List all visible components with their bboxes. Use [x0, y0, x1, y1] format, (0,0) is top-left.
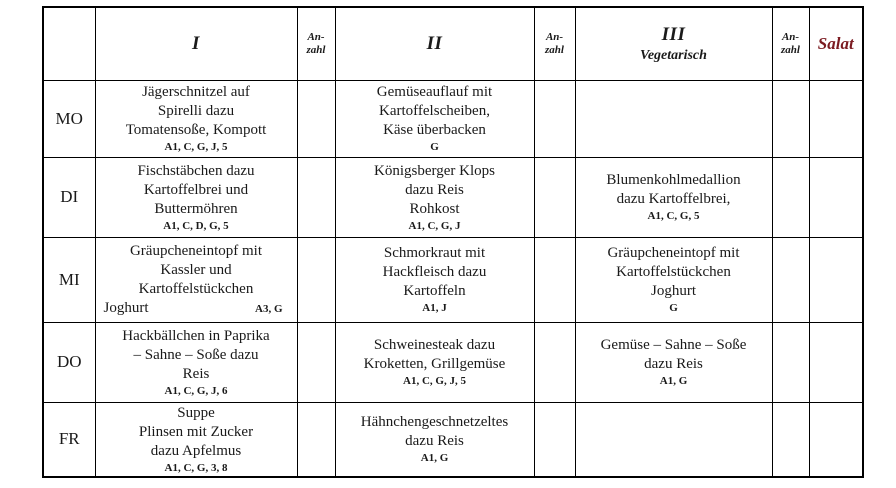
allergen-code: A1, G	[420, 452, 449, 465]
dish-line: Kartoffelbrei und	[143, 181, 249, 198]
allergen-code: A1, C, G, 5	[647, 210, 700, 222]
salat-cell	[809, 402, 863, 477]
anzahl-cell	[534, 237, 575, 322]
header-menu-3-vegetarian	[575, 7, 772, 80]
dish-line: Kartoffelstückchen	[138, 280, 254, 297]
allergen-code: A1, C, G, J, 5	[164, 141, 228, 153]
allergen-code: G	[430, 141, 439, 153]
dish-line: Jägerschnitzel auf	[142, 84, 250, 100]
anzahl-cell	[534, 157, 575, 237]
anzahl-cell	[534, 402, 575, 477]
anzahl-label	[298, 31, 335, 57]
allergen-code: A3, G	[255, 302, 283, 315]
menu-1-label: I	[192, 32, 200, 54]
meal-cell-fr-2	[335, 402, 534, 477]
dish-line: Kroketten, Grillgemüse	[363, 356, 506, 372]
dish-line: Schmorkraut mit	[383, 245, 486, 261]
meal-cell-di-3	[575, 157, 772, 237]
dish-line: Kassler und	[160, 261, 232, 278]
anzahl-label	[535, 31, 575, 57]
meal-cell-do-2	[335, 322, 534, 402]
dish-line: dazu Reis	[405, 433, 464, 450]
dish-line: Hackbällchen in Paprika	[122, 327, 270, 344]
dish-line: Spirelli dazu	[157, 103, 235, 119]
anzahl-cell	[297, 322, 335, 402]
anzahl-cell	[772, 80, 809, 157]
meal-cell-mi-2	[335, 237, 534, 322]
menu-row-do	[43, 322, 863, 402]
day-label-di: DI	[43, 157, 95, 237]
dish-line: Gräupcheneintopf mit	[129, 242, 263, 259]
dish-line: Tomatensoße, Kompott	[125, 122, 267, 138]
menu-3-label: III	[661, 23, 686, 45]
salat-cell	[809, 157, 863, 237]
dish-line: – Sahne – Soße dazu	[133, 346, 259, 363]
anzahl-line-2: zahl	[306, 43, 326, 56]
allergen-code: A1, C, G, 3, 8	[164, 461, 228, 474]
dish-line: dazu Apfelmus	[150, 442, 242, 459]
dish-line: Joghurt	[651, 283, 696, 299]
anzahl-cell	[772, 402, 809, 477]
meal-cell-di-2	[335, 157, 534, 237]
anzahl-line-1: An-	[307, 30, 325, 43]
anzahl-cell	[772, 322, 809, 402]
dish-line: Kartoffelscheiben,	[379, 103, 490, 119]
dish-line: Plinsen mit Zucker	[138, 423, 254, 440]
header-row	[43, 7, 863, 80]
header-salat	[809, 7, 863, 80]
anzahl-label	[773, 31, 809, 57]
header-anzahl-1	[297, 7, 335, 80]
day-label-mi: MI	[43, 237, 95, 322]
header-menu-1	[95, 7, 297, 80]
menu-row-di	[43, 157, 863, 237]
dish-line: Buttermöhren	[154, 200, 238, 217]
dish-line: Käse überbacken	[383, 122, 486, 138]
dish-line: Fischstäbchen dazu	[137, 162, 255, 179]
meal-cell-fr-1	[95, 402, 297, 477]
dish-line: Blumenkohlmedallion	[606, 172, 741, 188]
anzahl-cell	[772, 237, 809, 322]
dish-line: Kartoffelstückchen	[616, 264, 731, 280]
header-menu-2	[335, 7, 534, 80]
anzahl-cell	[772, 157, 809, 237]
salat-cell	[809, 80, 863, 157]
anzahl-cell	[297, 237, 335, 322]
dish-line: Gemüse – Sahne – Soße	[600, 337, 747, 353]
dish-line: Hähnchengeschnetzeltes	[360, 414, 509, 431]
meal-cell-mi-3	[575, 237, 772, 322]
day-label-mo: MO	[43, 80, 95, 157]
header-day-cell	[43, 7, 95, 80]
allergen-code: A1, C, G, J, 5	[403, 375, 466, 387]
meal-cell-mo-1	[95, 80, 297, 157]
anzahl-line-2: zahl	[781, 43, 800, 56]
meal-cell-mo-3-empty	[575, 80, 772, 157]
meal-cell-mi-1	[95, 237, 297, 322]
header-anzahl-3	[772, 7, 809, 80]
menu-row-mi	[43, 237, 863, 322]
anzahl-cell	[297, 402, 335, 477]
allergen-code: A1, C, G, J	[408, 219, 461, 232]
dish-line: Königsberger Klops	[374, 162, 495, 179]
anzahl-cell	[534, 80, 575, 157]
meal-cell-di-1	[95, 157, 297, 237]
dish-line: Schweinesteak dazu	[373, 337, 496, 353]
anzahl-line-1: An-	[545, 30, 564, 43]
dish-line: Reis	[182, 365, 210, 382]
dish-line: dazu Reis	[644, 356, 703, 372]
day-label-fr: FR	[43, 402, 95, 477]
weekly-menu-table	[42, 6, 864, 478]
dish-line: Joghurt	[103, 299, 149, 316]
anzahl-line-1: An-	[781, 30, 800, 43]
allergen-code: G	[669, 302, 678, 314]
anzahl-cell	[297, 80, 335, 157]
salat-cell	[809, 322, 863, 402]
dish-line: dazu Kartoffelbrei,	[616, 191, 731, 207]
menu-row-mo	[43, 80, 863, 157]
vegetarian-label: Vegetarisch	[640, 47, 707, 63]
allergen-code: A1, C, D, G, 5	[163, 219, 229, 232]
menu-2-label: II	[426, 32, 443, 54]
allergen-code: A1, J	[422, 302, 447, 314]
anzahl-cell	[297, 157, 335, 237]
anzahl-line-2: zahl	[545, 43, 564, 56]
day-label-do: DO	[43, 322, 95, 402]
dish-line: Hackfleisch dazu	[382, 264, 487, 280]
anzahl-cell	[534, 322, 575, 402]
allergen-code: A1, G	[659, 375, 688, 387]
meal-cell-fr-3-empty	[575, 402, 772, 477]
meal-cell-do-1	[95, 322, 297, 402]
dish-line: Suppe	[177, 404, 215, 421]
meal-cell-do-3	[575, 322, 772, 402]
dish-line: Kartoffeln	[403, 283, 466, 299]
header-anzahl-2	[534, 7, 575, 80]
salat-label: Salat	[817, 33, 854, 53]
dish-line: Gemüseauflauf mit	[376, 84, 493, 100]
allergen-code: A1, C, G, J, 6	[164, 384, 228, 397]
menu-row-fr	[43, 402, 863, 477]
dish-line: dazu Reis	[405, 181, 464, 198]
dish-line: Rohkost	[409, 200, 460, 217]
dish-line: Gräupcheneintopf mit	[607, 245, 740, 261]
salat-cell	[809, 237, 863, 322]
meal-cell-mo-2	[335, 80, 534, 157]
